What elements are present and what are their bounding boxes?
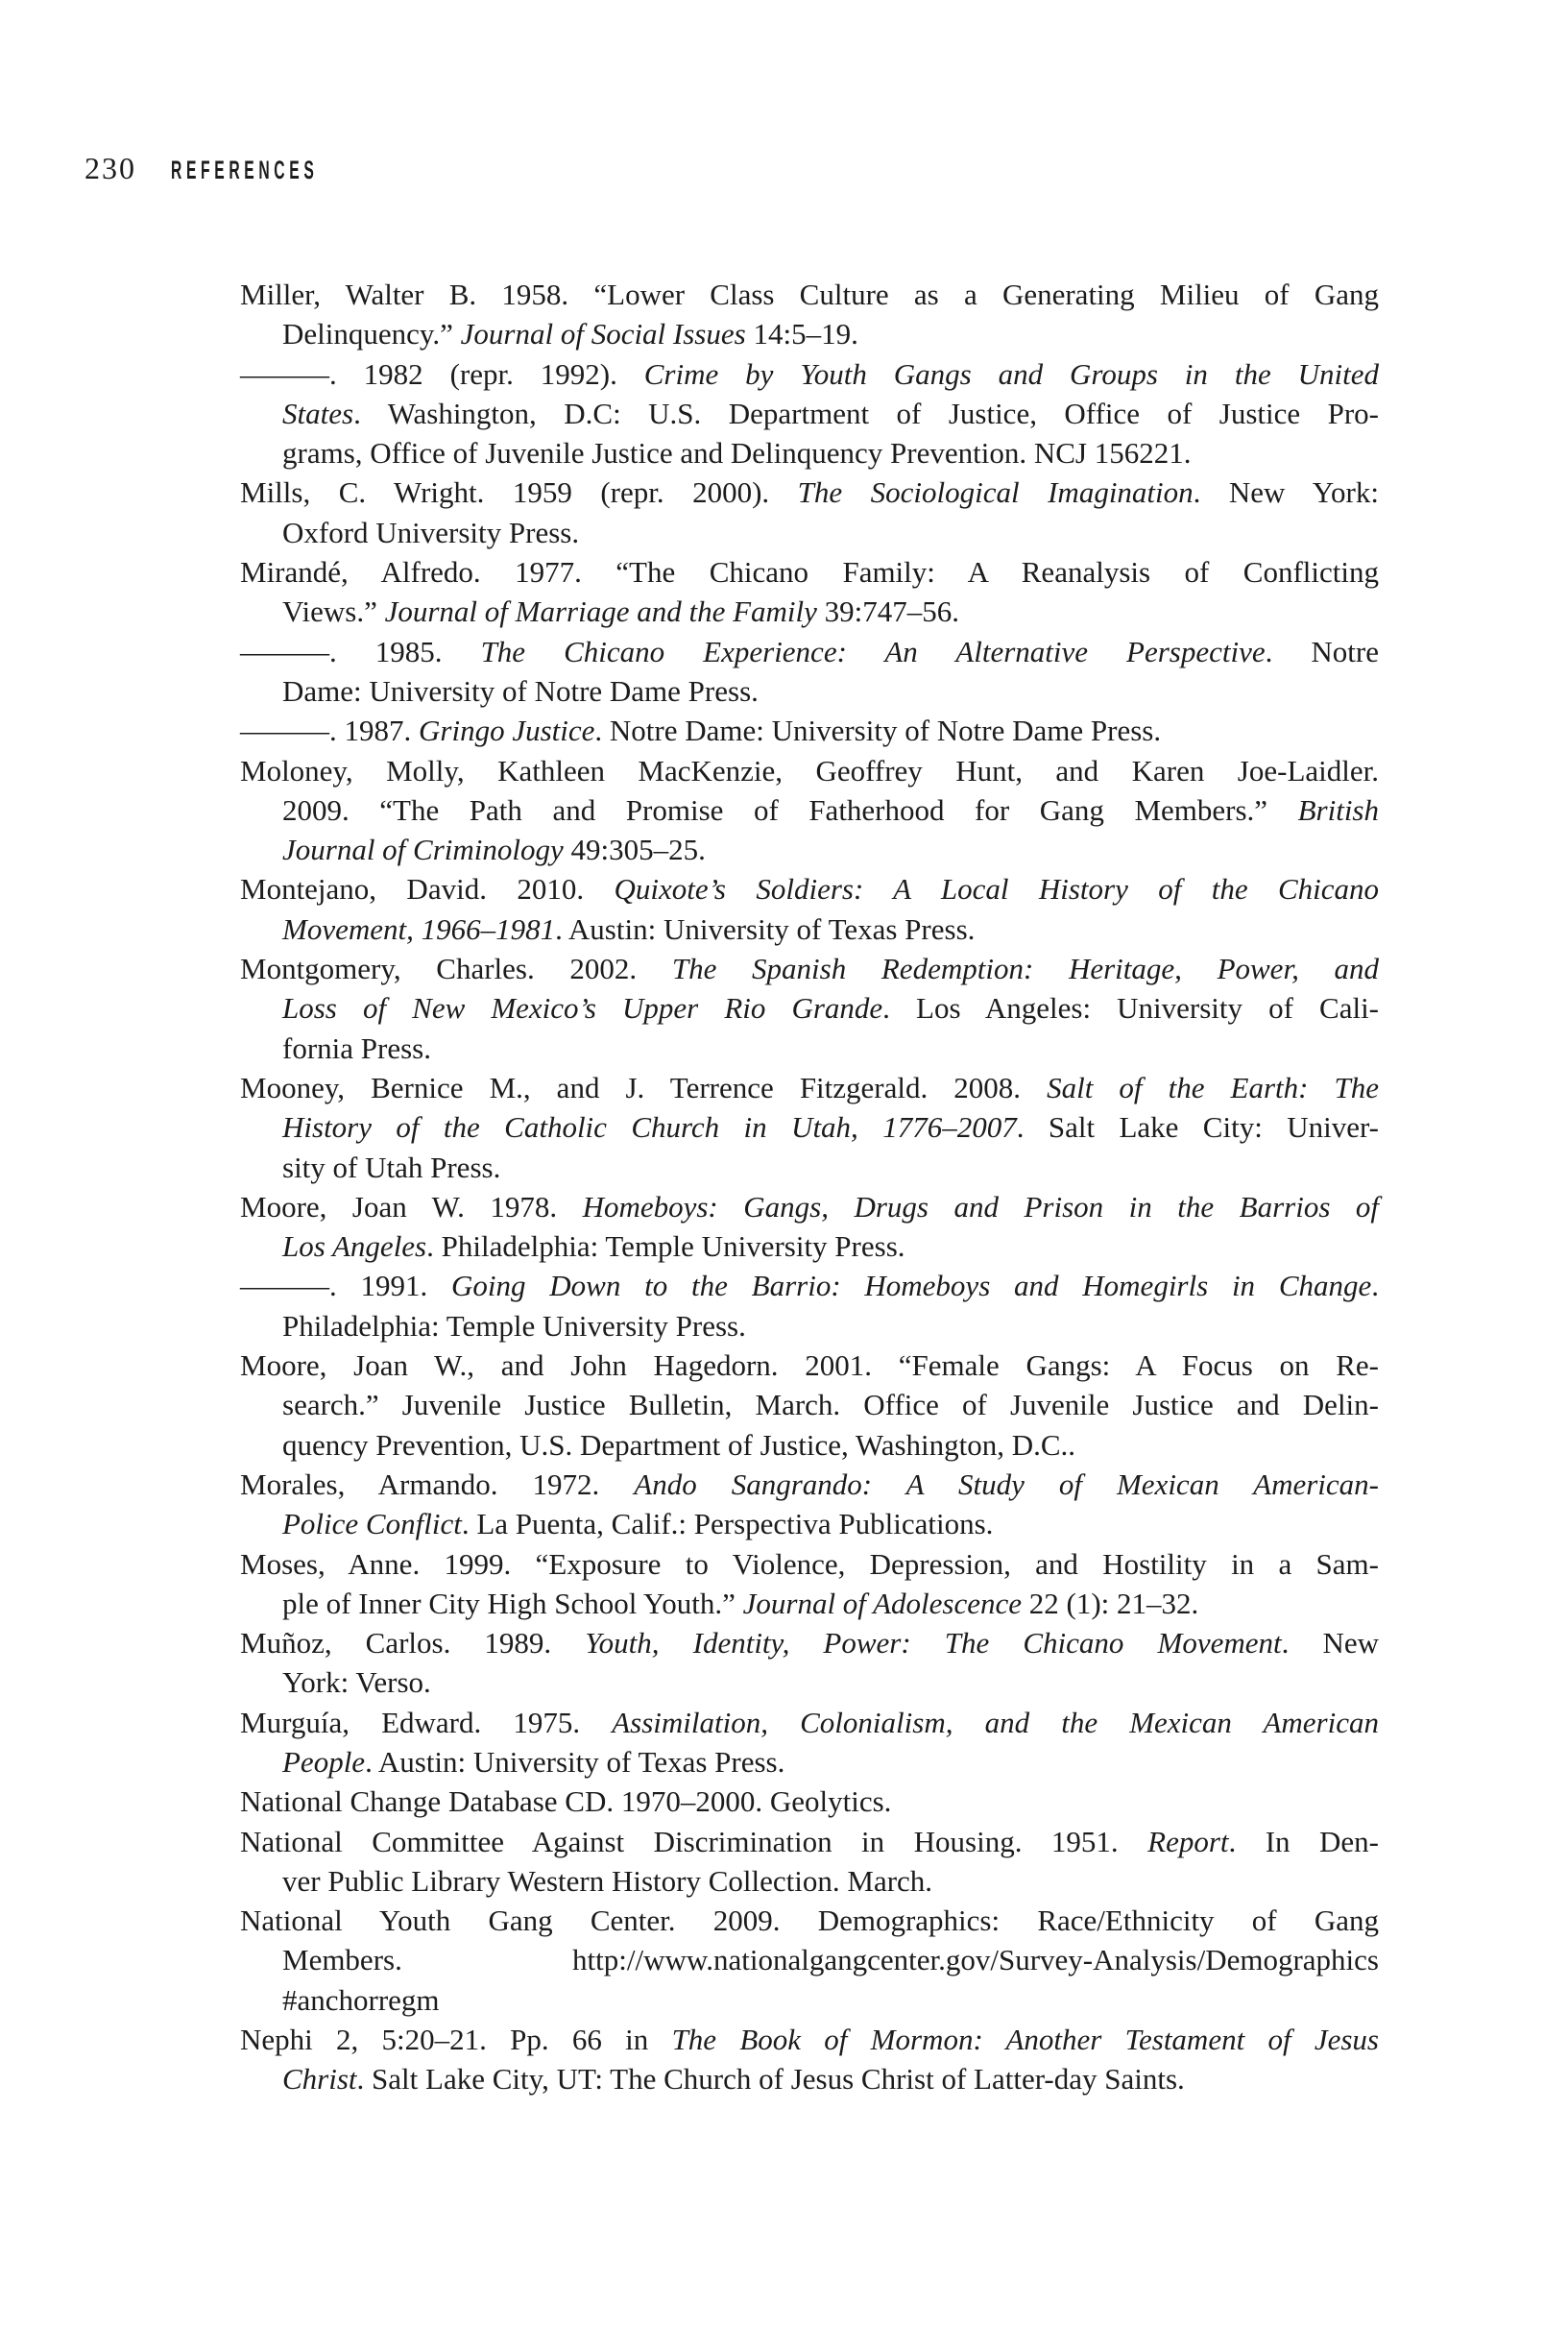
text-segment: ver Public Library Western History Collection. March.	[282, 1863, 933, 1898]
text-segment: Montejano, David. 2010.	[240, 872, 615, 907]
reference-entry	[240, 1782, 1379, 1821]
text-segment: . Notre	[1265, 634, 1379, 668]
text-segment: ple of Inner City High School Youth.”	[282, 1586, 743, 1620]
text-segment: Morales, Armando. 1972.	[240, 1467, 635, 1501]
reference-line	[240, 1187, 1379, 1226]
text-segment: . Austin: University of Texas Press.	[365, 1744, 785, 1779]
italic-text-segment: The Spanish Redemption: Heritage, Power, and	[671, 952, 1379, 986]
text-segment: #anchorregm	[282, 1982, 440, 2017]
reference-line	[240, 1980, 1379, 2020]
italic-text-segment: Ando Sangrando: A Study of Mexican American-	[634, 1467, 1379, 1501]
reference-line	[240, 275, 1379, 314]
reference-entry	[240, 2020, 1379, 2099]
reference-line	[240, 1940, 1379, 1979]
text-segment: York: Verso.	[282, 1665, 431, 1700]
reference-entry	[240, 1703, 1379, 1782]
reference-entry	[240, 1266, 1379, 1346]
reference-line	[240, 1901, 1379, 1940]
italic-text-segment: British	[1297, 792, 1379, 827]
text-segment: ———. 1987.	[240, 714, 419, 748]
text-segment: 14:5–19.	[745, 317, 858, 352]
reference-line	[240, 552, 1379, 592]
reference-entry	[240, 552, 1379, 632]
reference-line	[240, 1266, 1379, 1305]
reference-line	[240, 1504, 1379, 1543]
reference-line	[240, 790, 1379, 830]
reference-entry	[240, 869, 1379, 949]
running-head-title: REFERENCES	[171, 156, 319, 184]
page-number: 230	[84, 151, 136, 185]
reference-entry	[240, 1623, 1379, 1703]
reference-line	[240, 1148, 1379, 1187]
text-segment: . Los Angeles: University of Cali-	[882, 991, 1379, 1026]
references-list	[240, 275, 1379, 2099]
text-segment: quency Prevention, U.S. Department of Justice, Washington, D.C..	[282, 1427, 1076, 1462]
italic-text-segment: Journal of Social Issues	[460, 317, 746, 352]
text-segment: Mirandé, Alfredo. 1977. “The Chicano Family: A Reanalysis of Conflicting	[240, 555, 1379, 590]
reference-line	[240, 830, 1379, 869]
reference-line	[240, 2020, 1379, 2059]
running-head	[84, 151, 425, 186]
reference-entry	[240, 1068, 1379, 1187]
text-segment: Montgomery, Charles. 2002.	[240, 952, 672, 986]
reference-entry	[240, 1822, 1379, 1902]
reference-line	[240, 1425, 1379, 1465]
reference-line	[240, 1107, 1379, 1147]
reference-line	[240, 711, 1379, 750]
text-segment: . Washington, D.C: U.S. Department of Justice, Office of Justice Pro-	[353, 396, 1379, 430]
reference-line	[240, 394, 1379, 433]
reference-entry	[240, 751, 1379, 870]
text-segment: Moore, Joan W. 1978.	[240, 1189, 583, 1224]
reference-entry	[240, 1901, 1379, 2020]
reference-entry	[240, 1465, 1379, 1544]
italic-text-segment: The Sociological Imagination	[797, 475, 1194, 510]
italic-text-segment: Salt of the Earth: The	[1047, 1070, 1379, 1104]
text-segment: ———. 1985.	[240, 634, 481, 668]
text-segment: 2009. “The Path and Promise of Fatherhood for Gang Members.”	[282, 792, 1298, 827]
reference-line	[240, 1029, 1379, 1068]
text-segment: sity of Utah Press.	[282, 1150, 501, 1184]
text-segment: Nephi 2, 5:20–21. Pp. 66 in	[240, 2023, 672, 2057]
running-head-title-wrap	[171, 156, 425, 185]
reference-line	[240, 2059, 1379, 2098]
reference-line	[240, 314, 1379, 353]
reference-line	[240, 1465, 1379, 1504]
italic-text-segment: Report	[1147, 1824, 1229, 1858]
italic-text-segment: Los Angeles	[282, 1229, 427, 1264]
reference-line	[240, 1068, 1379, 1107]
text-segment: Philadelphia: Temple University Press.	[282, 1308, 746, 1343]
italic-text-segment: Christ	[282, 2062, 357, 2097]
text-segment: . La Puenta, Calif.: Perspectiva Publications.	[461, 1507, 994, 1541]
reference-entry	[240, 711, 1379, 750]
reference-entry	[240, 949, 1379, 1068]
reference-line	[240, 433, 1379, 473]
reference-entry	[240, 632, 1379, 712]
reference-line	[240, 1385, 1379, 1424]
italic-text-segment: Youth, Identity, Power: The Chicano Movement	[585, 1626, 1282, 1661]
italic-text-segment: Journal of Marriage and the Family	[384, 594, 817, 629]
italic-text-segment: Quixote’s Soldiers: A Local History of the Chicano	[614, 872, 1379, 907]
text-segment: . Salt Lake City, UT: The Church of Jesus Christ of Latter-day Saints.	[356, 2062, 1185, 2097]
text-segment: ———. 1982 (repr. 1992).	[240, 356, 644, 391]
reference-line	[240, 1662, 1379, 1702]
reference-line	[240, 1306, 1379, 1346]
reference-line	[240, 949, 1379, 988]
text-segment: . Philadelphia: Temple University Press.	[426, 1229, 905, 1264]
italic-text-segment: People	[282, 1744, 366, 1779]
reference-line	[240, 1226, 1379, 1266]
reference-line	[240, 1623, 1379, 1662]
text-segment: Mills, C. Wright. 1959 (repr. 2000).	[240, 475, 798, 510]
italic-text-segment: The Book of Mormon: Another Testament of Jesus	[671, 2023, 1379, 2057]
reference-line	[240, 988, 1379, 1028]
reference-line	[240, 1346, 1379, 1385]
reference-line	[240, 909, 1379, 949]
italic-text-segment: Crime by Youth Gangs and Groups in the United	[643, 356, 1379, 391]
text-segment: Moore, Joan W., and John Hagedorn. 2001. “Female Gangs: A Focus on Re-	[240, 1348, 1379, 1383]
text-segment: . In Den-	[1228, 1824, 1379, 1858]
text-segment: National Committee Against Discrimination in Housing. 1951.	[240, 1824, 1148, 1858]
italic-text-segment: Journal of Adolescence	[742, 1586, 1023, 1620]
reference-line	[240, 1584, 1379, 1623]
reference-line	[240, 869, 1379, 909]
italic-text-segment: Homeboys: Gangs, Drugs and Prison in the Barrios of	[582, 1189, 1379, 1224]
text-segment: Members. http://www.nationalgangcenter.gov/Survey-Analysis/Demographics	[282, 1943, 1379, 1977]
italic-text-segment: History of the Catholic Church in Utah, 1776–2007	[282, 1110, 1017, 1145]
reference-entry	[240, 354, 1379, 473]
text-segment: 22 (1): 21–32.	[1022, 1586, 1199, 1620]
text-segment: National Change Database CD. 1970–2000. Geolytics.	[240, 1784, 892, 1819]
text-segment: search.” Juvenile Justice Bulletin, March. Office of Juvenile Justice and Delin-	[282, 1388, 1379, 1422]
italic-text-segment: Movement, 1966–1981	[282, 911, 556, 946]
text-segment: . Austin: University of Texas Press.	[555, 911, 976, 946]
reference-entry	[240, 1346, 1379, 1465]
text-segment: 49:305–25.	[563, 833, 706, 867]
text-segment: Delinquency.”	[282, 317, 461, 352]
italic-text-segment: Going Down to the Barrio: Homeboys and Homegirls in Change	[451, 1269, 1372, 1303]
text-segment: Moses, Anne. 1999. “Exposure to Violence, Depression, and Hostility in a Sam-	[240, 1546, 1379, 1581]
reference-entry	[240, 1544, 1379, 1624]
reference-line	[240, 632, 1379, 671]
text-segment: . Salt Lake City: Univer-	[1016, 1110, 1379, 1145]
reference-line	[240, 592, 1379, 631]
reference-line	[240, 1861, 1379, 1901]
text-segment: Dame: University of Notre Dame Press.	[282, 673, 759, 708]
italic-text-segment: The Chicano Experience: An Alternative Perspective	[480, 634, 1266, 668]
reference-line	[240, 1742, 1379, 1782]
text-segment: Moloney, Molly, Kathleen MacKenzie, Geoffrey Hunt, and Karen Joe-Laidler.	[240, 753, 1379, 788]
italic-text-segment: Assimilation, Colonialism, and the Mexican American	[612, 1705, 1379, 1739]
italic-text-segment: Loss of New Mexico’s Upper Rio Grande	[282, 991, 883, 1026]
text-segment: Mooney, Bernice M., and J. Terrence Fitzgerald. 2008.	[240, 1070, 1048, 1104]
text-segment: . New	[1281, 1626, 1379, 1661]
text-segment: National Youth Gang Center. 2009. Demographics: Race/Ethnicity of Gang	[240, 1903, 1379, 1938]
reference-line	[240, 751, 1379, 790]
text-segment: Oxford University Press.	[282, 515, 580, 549]
text-segment: Muñoz, Carlos. 1989.	[240, 1626, 586, 1661]
text-segment: 39:747–56.	[816, 594, 960, 629]
text-segment: .	[1371, 1269, 1380, 1303]
reference-line	[240, 1822, 1379, 1861]
text-segment: fornia Press.	[282, 1031, 431, 1065]
text-segment: . Notre Dame: University of Notre Dame Press.	[594, 714, 1162, 748]
reference-entry	[240, 275, 1379, 354]
reference-entry	[240, 473, 1379, 552]
text-segment: . New York:	[1193, 475, 1379, 510]
reference-entry	[240, 1187, 1379, 1267]
italic-text-segment: Gringo Justice	[419, 714, 595, 748]
reference-line	[240, 671, 1379, 711]
reference-line	[240, 1782, 1379, 1821]
reference-line	[240, 473, 1379, 512]
italic-text-segment: Police Conflict	[282, 1507, 462, 1541]
text-segment: Views.”	[282, 594, 385, 629]
reference-line	[240, 1703, 1379, 1742]
text-segment: Miller, Walter B. 1958. “Lower Class Culture as a Generating Milieu of Gang	[240, 278, 1379, 311]
text-segment: Murguía, Edward. 1975.	[240, 1705, 613, 1739]
italic-text-segment: Journal of Criminology	[282, 833, 564, 867]
reference-line	[240, 513, 1379, 552]
text-segment: ———. 1991.	[240, 1269, 452, 1303]
italic-text-segment: States	[282, 396, 354, 430]
reference-line	[240, 354, 1379, 394]
text-segment: grams, Office of Juvenile Justice and Delinquency Prevention. NCJ 156221.	[282, 436, 1192, 471]
reference-line	[240, 1544, 1379, 1584]
